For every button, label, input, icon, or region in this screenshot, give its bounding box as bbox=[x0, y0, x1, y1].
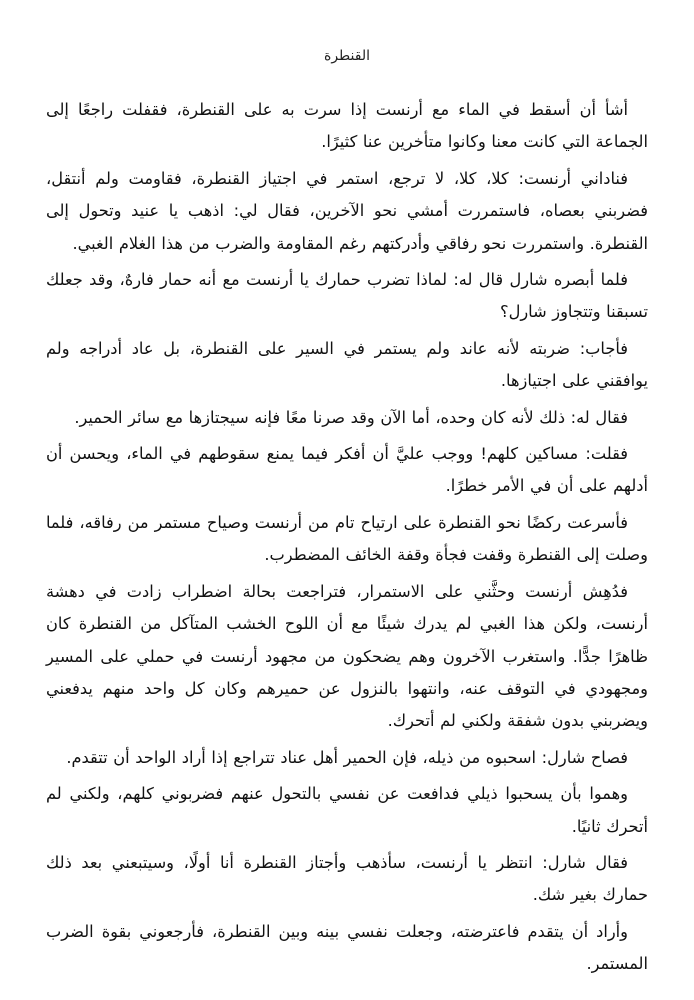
paragraph-9: فصاح شارل: اسحبوه من ذيله، فإن الحمير أهل عناد تتراجع إذا أراد الواحد أن تتقدم. bbox=[66, 747, 628, 767]
paragraph-12: وأراد أن يتقدم فاعترضته، وجعلت نفسي بينه وبين القنطرة، فأرجعوني بقوة الضرب المستمر. bbox=[46, 921, 648, 974]
paragraph-7: فأسرعت ركضًا نحو القنطرة على ارتياح تام من أرنست وصياح مستمر من رفاقه، فلما وصلت إلى القنطرة وقفت فجأة وقفة الخائف المضطرب. bbox=[46, 512, 648, 565]
paragraph-1: أشأ أن أسقط في الماء مع أرنست إذا سرت به على القنطرة، فقفلت راجعًا إلى الجماعة التي كانت معنا وكانوا متأخرين عنا كثيرًا. bbox=[46, 100, 648, 152]
running-header: القنطرة bbox=[323, 48, 370, 64]
body-text bbox=[46, 94, 648, 981]
paragraph-8: فدُهِش أرنست وحثَّني على الاستمرار، فتراجعت بحالة اضطراب زادت في دهشة أرنست، ولكن هذا الغبي لم يدرك شيئًا مع أن اللوح الخشب المتآكل من القنطرة كان ظاهرًا جدًّا. واستغرب الآخرون وهم يضحكون من مجهود أرنست في حملي على المسير ومجهودي في التوقف عنه، وانتهوا بالنزول عن حميرهم وكان كل واحد منهم يدفعني ويضربني بدون شفقة ولكني لم أتحرك. bbox=[46, 581, 648, 731]
paragraph-4: فأجاب: ضربته لأنه عاند ولم يستمر في السير على القنطرة، بل عاد أدراجه ولم يوافقني على اجتيازها. bbox=[46, 338, 648, 391]
paragraph-3: فلما أبصره شارل قال له: لماذا تضرب حمارك يا أرنست مع أنه حمار فارهٌ، وقد جعلك تسبقنا وتتجاوز شارل؟ bbox=[46, 270, 648, 322]
paragraph-11: فقال شارل: انتظر يا أرنست، سأذهب وأجتاز القنطرة أنا أولًا، وسيتبعني بعد ذلك حمارك بغير شك. bbox=[46, 852, 648, 905]
paragraph-5: فقال له: ذلك لأنه كان وحده، أما الآن وقد صرنا معًا فإنه سيجتازها مع سائر الحمير. bbox=[74, 407, 628, 427]
paragraph-10: وهموا بأن يسحبوا ذيلي فدافعت عن نفسي بالتحول عنهم فضربوني كلهم، ولكني لم أتحرك ثانيًا. bbox=[46, 784, 648, 836]
paragraph-2: فناداني أرنست: كلا، كلا، لا ترجع، استمر في اجتياز القنطرة، فقاومت ولم أنتقل، فضربني بعصاه، فاستمررت أمشي نحو الآخرين، فقال لي: اذهب يا عنيد وتحول إلى القنطرة. واستمررت نحو رفاقي وأدركتهم رغم المقاومة والضرب من هذا الغلام الغبي. bbox=[46, 168, 648, 253]
paragraph-6: فقلت: مساكين كلهم! ووجب عليَّ أن أفكر فيما يمنع سقوطهم في الماء، ويحسن أن أدلهم على أن في الأمر خطرًا. bbox=[46, 444, 648, 496]
